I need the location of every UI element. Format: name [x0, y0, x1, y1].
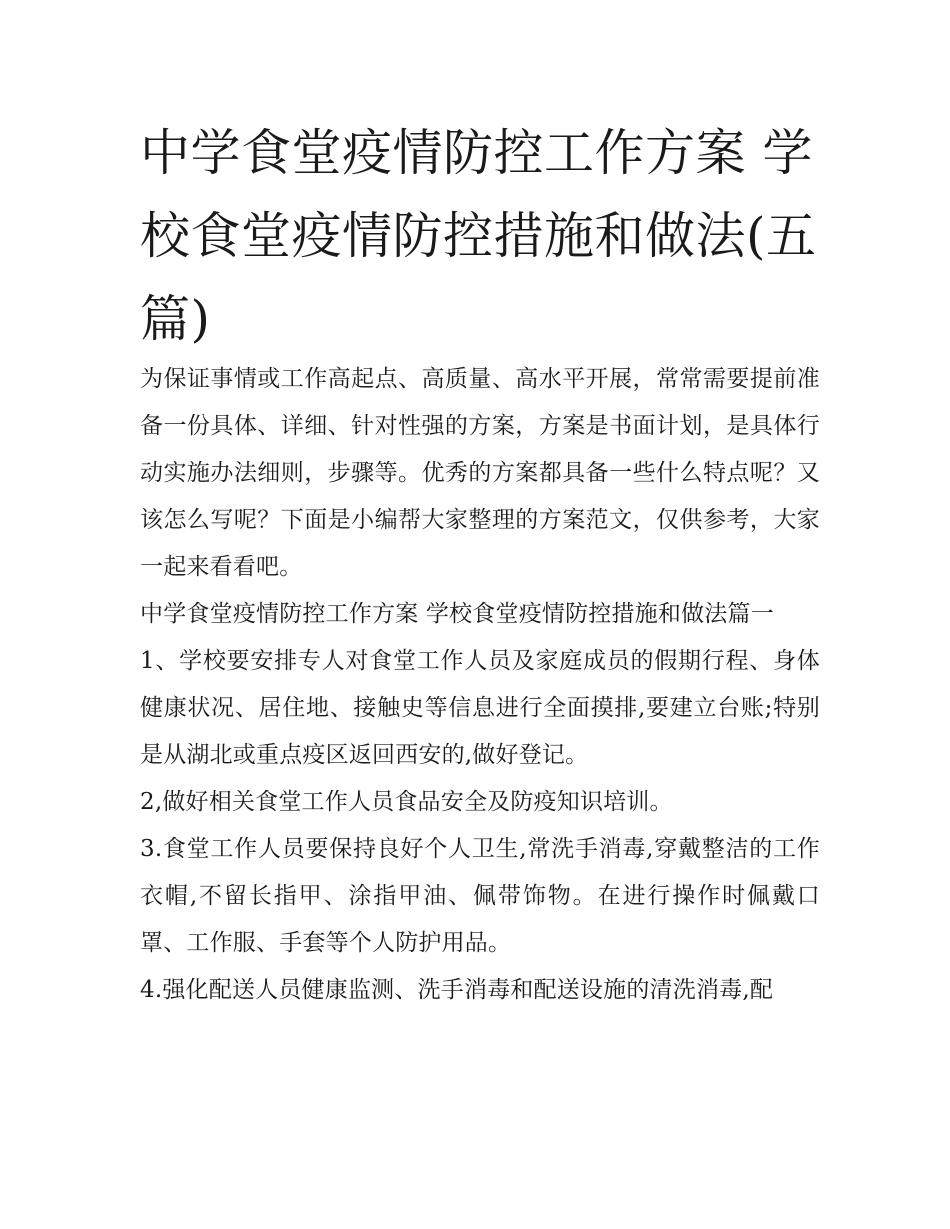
intro-paragraph: 为保证事情或工作高起点、高质量、高水平开展，常常需要提前准备一份具体、详细、针对性强的方案，方案是书面计划，是具体行动实施办法细则，步骤等。优秀的方案都具备一些什么特点呢？又该怎么写呢？下面是小编帮大家整理的方案范文，仅供参考，大家一起来看看吧。: [140, 366, 820, 580]
section-heading: 中学食堂疫情防控工作方案 学校食堂疫情防控措施和做法篇一: [140, 601, 774, 627]
list-item-3: 3.食堂工作人员要保持良好个人卫生,常洗手消毒,穿戴整洁的工作衣帽,不留长指甲、涂指甲油、佩带饰物。在进行操作时佩戴口罩、工作服、手套等个人防护用品。: [140, 836, 820, 956]
list-item-2: 2,做好相关食堂工作人员食品安全及防疫知识培训。: [140, 789, 673, 815]
list-item-1: 1、学校要安排专人对食堂工作人员及家庭成员的假期行程、身体健康状况、居住地、接触史等信息进行全面摸排,要建立台账;特别是从湖北或重点疫区返回西安的,做好登记。: [140, 648, 820, 768]
document-body: [140, 356, 820, 1014]
document-title: 中学食堂疫情防控工作方案 学校食堂疫情防控措施和做法(五篇): [140, 124, 817, 348]
list-item-4: 4.强化配送人员健康监测、洗手消毒和配送设施的清洗消毒,配: [140, 977, 774, 1003]
